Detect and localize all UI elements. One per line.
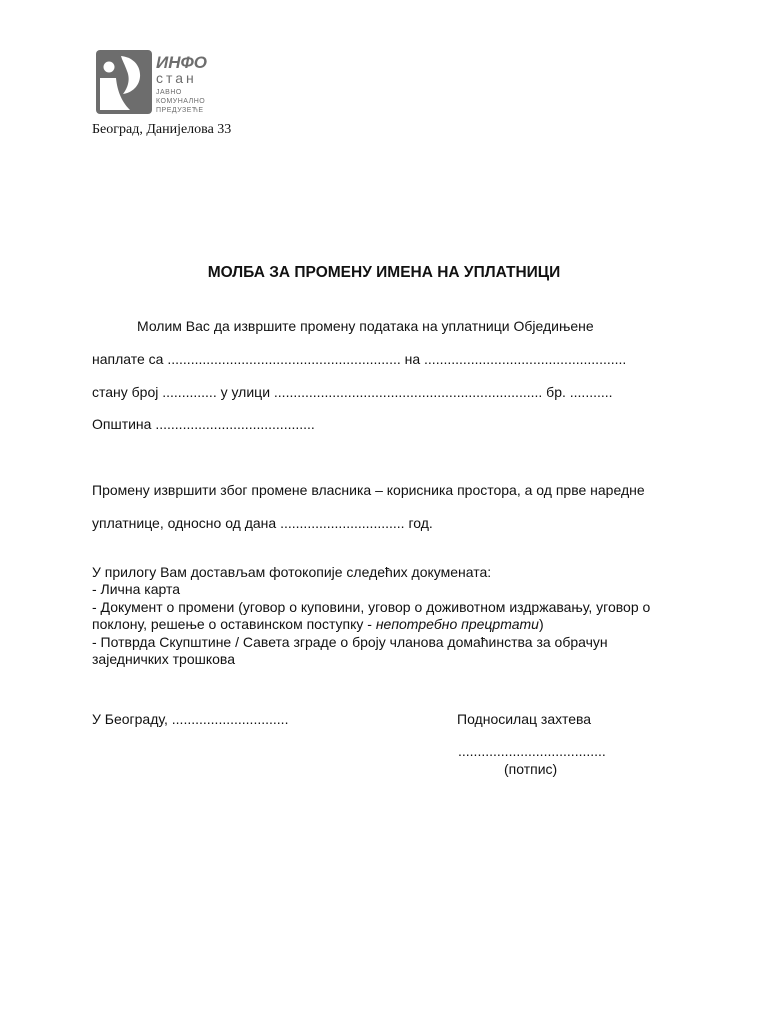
- body-line-request: Молим Вас да извршите промену података на уплатници Обједињене: [137, 318, 594, 334]
- infostan-logo: [94, 48, 229, 116]
- body-line-apartment-street: стану број .............. у улици ..................................................................... бр. ...........: [92, 384, 613, 400]
- company-address: Београд, Данијелова 33: [92, 122, 232, 137]
- body-line-name-from-to: наплате са ............................................................ на ....................................................: [92, 351, 627, 367]
- signature-caption: (потпис): [504, 761, 558, 777]
- attachment-item-change-document-cont: [92, 616, 692, 633]
- body-line-effective-date: уплатнице, односно од дана ................................ год.: [92, 515, 433, 531]
- attachments-intro: У прилогу Вам достављам фотокопије следећих докумената:: [92, 564, 492, 580]
- attachment-item-text-end: ): [538, 616, 544, 633]
- attachments-list: [92, 564, 692, 668]
- signature-line: ......................................: [458, 743, 606, 759]
- cross-out-note: непотребно прецртати: [375, 616, 539, 633]
- attachment-item-assembly-confirmation: - Потврда Скупштине / Савета зграде о броју чланова домаћинства за обрачун: [92, 633, 608, 650]
- applicant-label: Подносилац захтева: [457, 711, 592, 727]
- logo-emblem-icon: [96, 50, 152, 114]
- logo-name-top: ИНФО: [156, 53, 207, 72]
- place-date-field: У Београду, ..............................: [92, 711, 289, 727]
- attachment-item-assembly-confirmation-cont: заједничких трошкова: [92, 651, 235, 668]
- attachment-item-text: поклону, решење о оставинском поступку -: [92, 616, 376, 633]
- logo-tagline-2: КОМУНАЛНО: [156, 98, 206, 105]
- body-line-reason: Промену извршити због промене власника – корисника простора, а од прве наредне: [92, 482, 645, 498]
- document-title: МОЛБА ЗА ПРОМЕНУ ИМЕНА НА УПЛАТНИЦИ: [207, 264, 561, 281]
- body-line-municipality: Општина .........................................: [92, 416, 315, 432]
- logo-tagline-3: ПРЕДУЗЕЋЕ: [156, 107, 204, 114]
- attachment-item-change-document: - Документ о промени (уговор о куповини, уговор о доживотном издржавању, уговор о: [92, 598, 651, 615]
- logo-tagline-1: ЈАВНО: [156, 89, 182, 96]
- logo-name-bottom: стан: [156, 70, 197, 86]
- attachment-item-id-card: - Лична карта: [92, 581, 180, 598]
